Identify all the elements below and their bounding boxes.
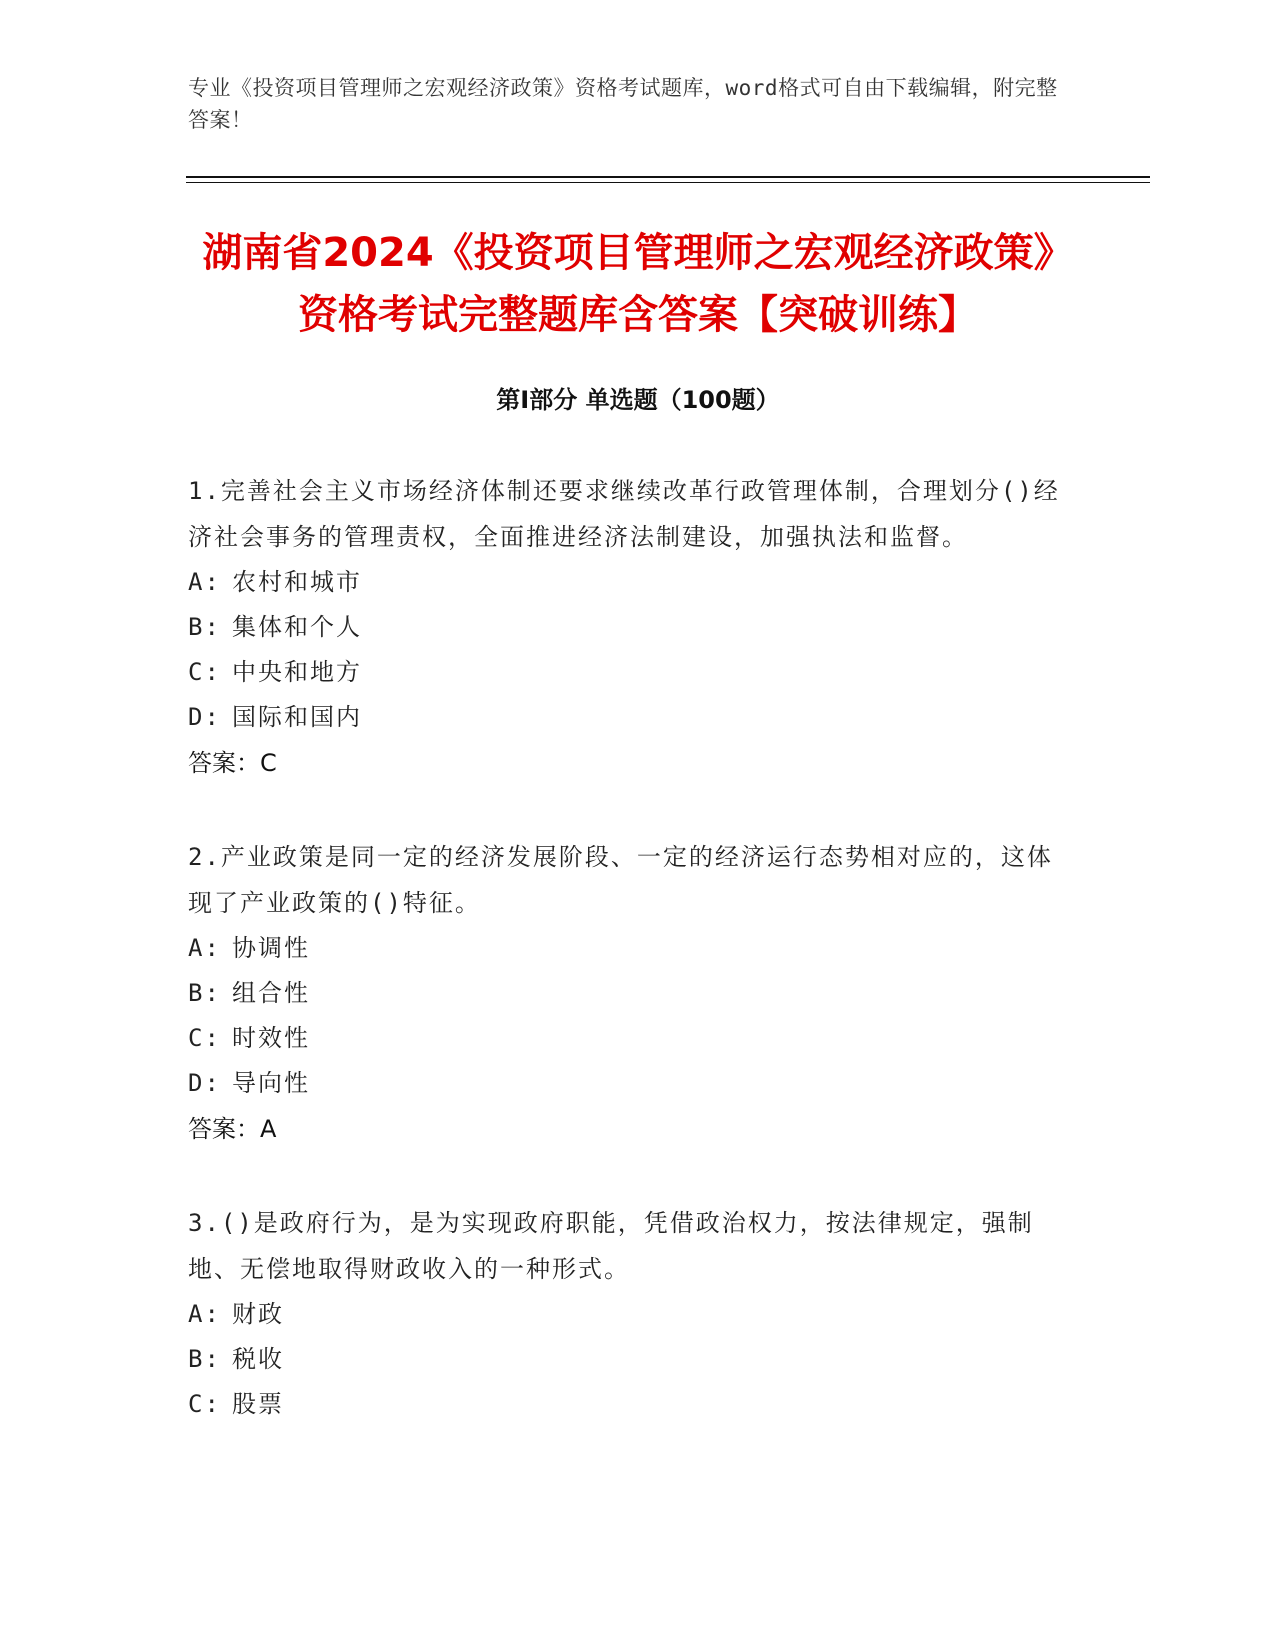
option-text: 税收 [232, 1345, 284, 1373]
option-b [188, 605, 1068, 650]
question-stem: 1.完善社会主义市场经济体制还要求继续改革行政管理体制，合理划分()经济社会事务的管理责权，全面推进经济法制建设，加强执法和监督。 [188, 477, 1060, 551]
option-text: 国际和国内 [232, 703, 362, 731]
option-d [188, 695, 1068, 740]
option-letter: C: [188, 1024, 221, 1052]
option-text: 股票 [232, 1390, 284, 1418]
option-letter: A: [188, 1300, 221, 1328]
option-letter: C: [188, 1390, 221, 1418]
question-3 [188, 1200, 1068, 1427]
question-list [188, 468, 1068, 1475]
option-letter: B: [188, 1345, 221, 1373]
option-letter: D: [188, 1069, 221, 1097]
option-a [188, 560, 1068, 605]
header-divider-thin [186, 182, 1150, 183]
option-text: 农村和城市 [232, 568, 362, 596]
option-letter: B: [188, 613, 221, 641]
option-text: 集体和个人 [232, 613, 362, 641]
option-text: 中央和地方 [232, 658, 362, 686]
answer-line: 答案：A [188, 1115, 277, 1143]
question-stem: 2.产业政策是同一定的经济发展阶段、一定的经济运行态势相对应的，这体现了产业政策的()特征。 [188, 843, 1053, 917]
header-divider-thick [186, 176, 1150, 178]
option-letter: D: [188, 703, 221, 731]
option-c [188, 1382, 1068, 1427]
document-title: 湖南省2024《投资项目管理师之宏观经济政策》资格考试完整题库含答案【突破训练】 [202, 230, 1074, 338]
option-text: 导向性 [232, 1069, 310, 1097]
option-b [188, 1337, 1068, 1382]
option-text: 时效性 [232, 1024, 310, 1052]
option-text: 财政 [232, 1300, 284, 1328]
option-text: 协调性 [232, 934, 310, 962]
option-text: 组合性 [232, 979, 310, 1007]
option-a [188, 1292, 1068, 1337]
option-letter: C: [188, 658, 221, 686]
header-note: 专业《投资项目管理师之宏观经济政策》资格考试题库，word格式可自由下载编辑，附完整答案！ [188, 76, 1058, 132]
option-d [188, 1061, 1068, 1106]
answer-line: 答案：C [188, 749, 277, 777]
question-stem: 3.()是政府行为，是为实现政府职能，凭借政治权力，按法律规定，强制地、无偿地取得财政收入的一种形式。 [188, 1209, 1034, 1283]
option-letter: B: [188, 979, 221, 1007]
section-title: 第I部分 单选题（100题） [496, 386, 780, 414]
question-2 [188, 834, 1068, 1152]
option-b [188, 971, 1068, 1016]
question-1 [188, 468, 1068, 786]
option-letter: A: [188, 568, 221, 596]
option-c [188, 1016, 1068, 1061]
option-letter: A: [188, 934, 221, 962]
option-c [188, 650, 1068, 695]
option-a [188, 926, 1068, 971]
